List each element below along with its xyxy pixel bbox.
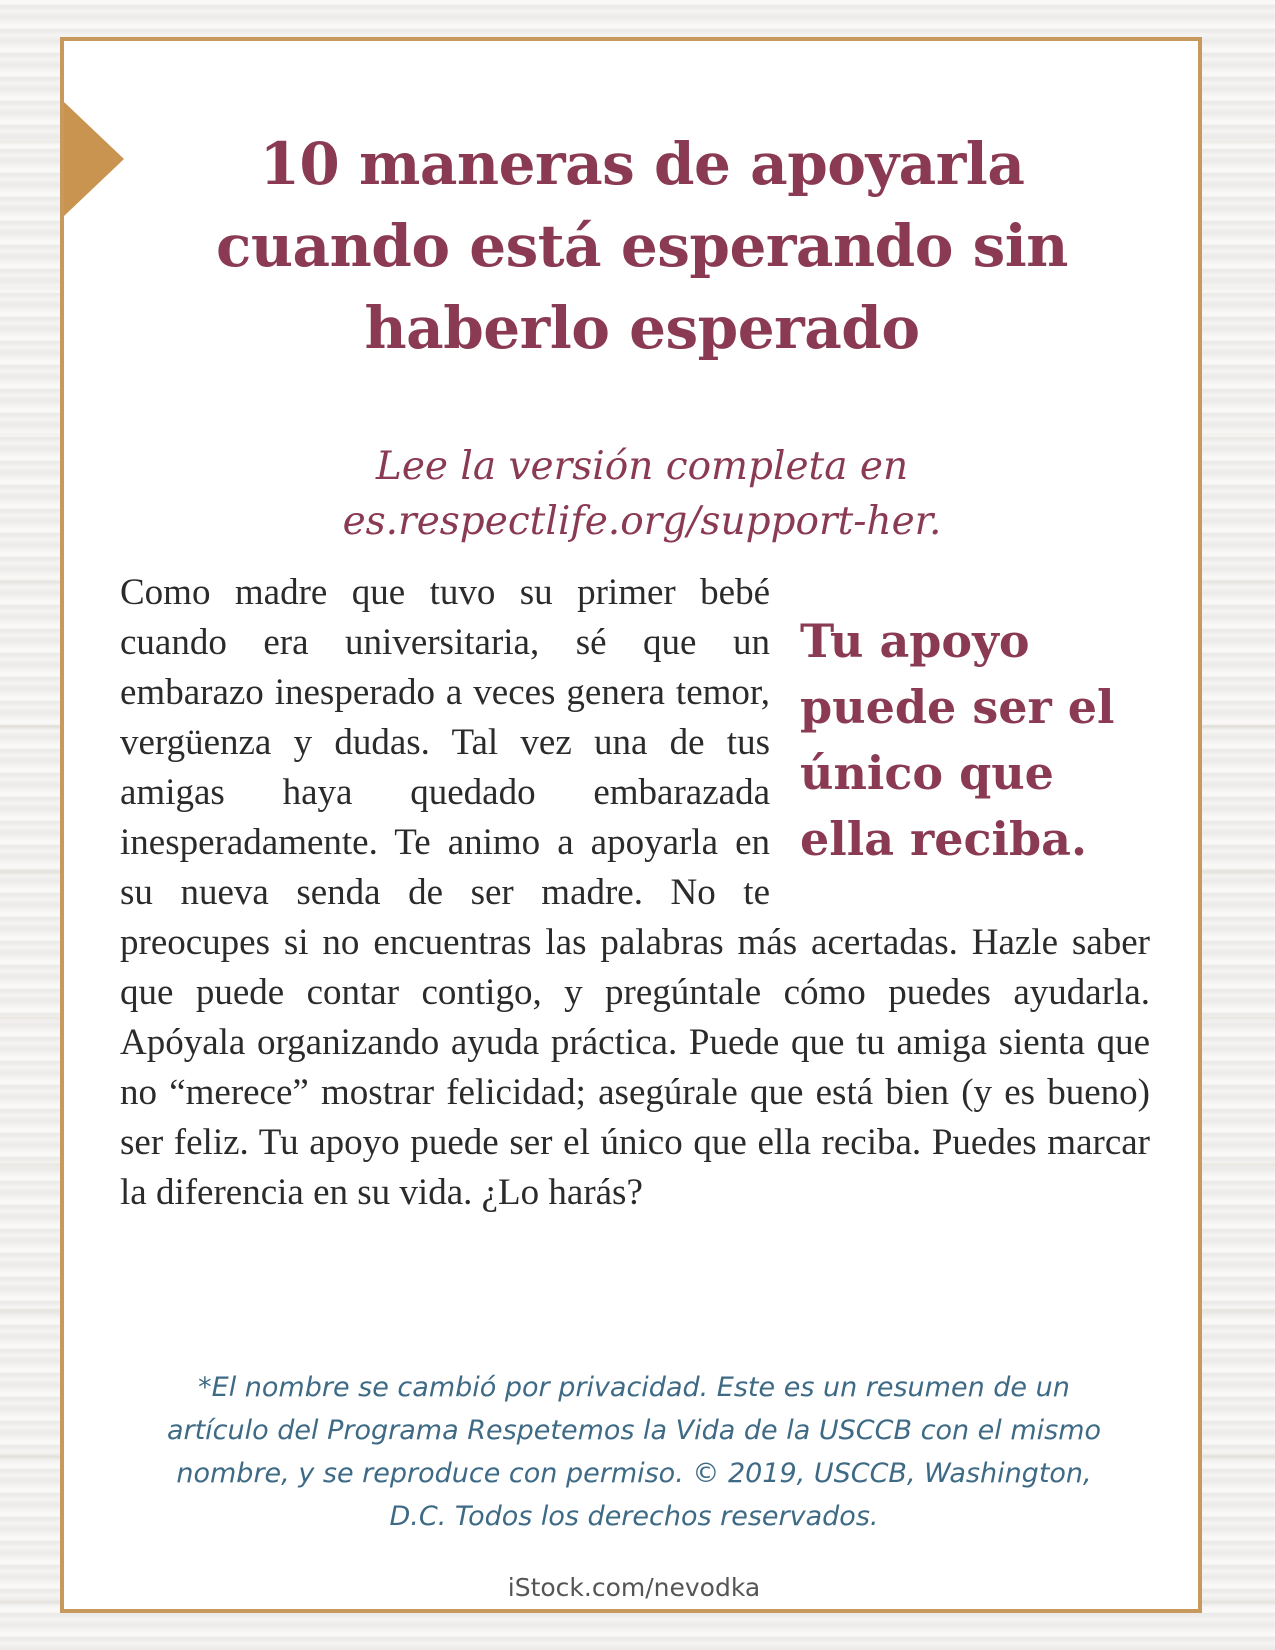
image-credit: iStock.com/nevodka: [507, 1573, 761, 1602]
body-paragraph: Como madre que tuvo su primer bebé cuando era universitaria, sé que un embarazo inesperado a veces genera temor, vergüenza y dudas. Tal vez una de tus amigas haya quedado embarazada inesperadamente. Te animo a apoyarla en su nueva senda de ser madre. No te preocupes si no encuentras las palabras más acertadas. Hazle saber que puede contar contigo, y pregúntale cómo puedes ayudarla. Apóyala organizando ayuda práctica. Puede que tu amiga sienta que no “merece” mostrar felicidad; asegúrale que está bien (y es bueno) ser feliz. Tu apoyo puede ser el único que ella reciba. Puedes marcar la diferencia en su vida. ¿Lo harás?: [120, 572, 1150, 1213]
subtitle-link-note: Lee la versión completa en es.respectlife.org/support-her.: [342, 444, 942, 544]
body-text-block: [120, 568, 1150, 1218]
page-title: 10 maneras de apoyarla cuando está esperando sin haberlo esperado: [216, 130, 1068, 362]
ribbon-marker: [64, 102, 124, 216]
article-card: [60, 37, 1202, 1613]
footnote: *El nombre se cambió por privacidad. Este es un resumen de un artículo del Programa Respetemos la Vida de la USCCB con el mismo nombre, y se reproduce con permiso. © 2019, USCCB, Washington, D.C. Todos los derechos reservados.: [166, 1372, 1102, 1532]
pull-quote: Tu apoyo puede ser el único que ella reciba.: [800, 614, 1115, 866]
